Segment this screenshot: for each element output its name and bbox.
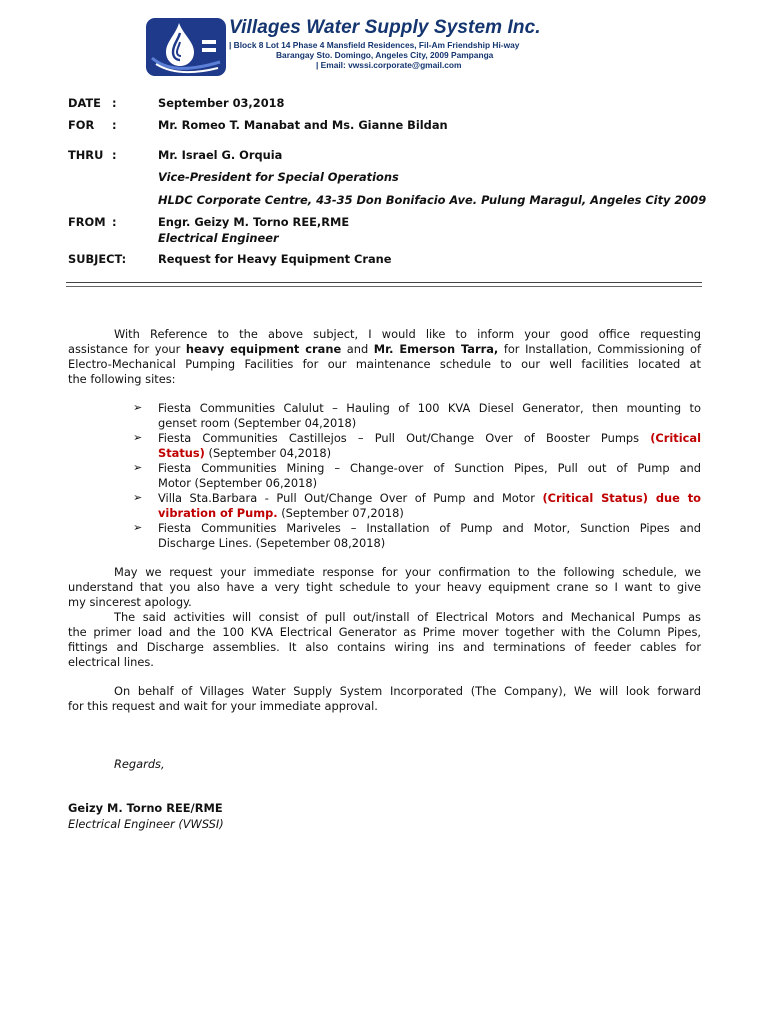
body-text-line: for this request and wait for your immediate approval. [68,699,378,713]
bullet-arrow-icon: ➢ [133,461,143,474]
bullet-arrow-icon: ➢ [133,521,143,534]
bullet-arrow-icon: ➢ [133,431,143,444]
body-text-line: the following sites: [68,372,176,386]
body-text-line: electrical lines. [68,655,154,669]
bullet-arrow-icon: ➢ [133,491,143,504]
subject-label: SUBJECT: [68,252,127,266]
list-item: Fiesta Communities Mining – Change-over of Sunction Pipes, Pull out of Pump and [158,461,701,475]
body-text-line: assistance for your heavy equipment crane and Mr. Emerson Tarra, for Installation, Commissioning of [68,342,702,356]
body-text-line: May we request your immediate response for your confirmation to the following schedule, we [114,565,701,579]
for-label: FOR [68,118,95,132]
thru-colon: : [112,148,117,162]
list-item: Discharge Lines. (Sepetember 08,2018) [158,536,386,550]
thru-title: Vice-President for Special Operations [158,170,399,184]
list-item: Fiesta Communities Castillejos – Pull Out/Change Over of Booster Pumps (Critical [158,431,701,445]
list-item: Villa Sta.Barbara - Pull Out/Change Over of Pump and Motor (Critical Status) due to [158,491,702,505]
list-item: Status) (September 04,2018) [158,446,332,460]
date-label: DATE [68,96,101,110]
date-value: September 03,2018 [158,96,285,110]
bullet-arrow-icon: ➢ [133,401,143,414]
water-drop-logo-icon [146,18,226,76]
company-address-line: | Block 8 Lot 14 Phase 4 Mansfield Residences, Fil-Am Friendship Hi-way [229,40,520,50]
body-text-line: understand that you also have a very tight schedule to your heavy equipment crane so I want to give [68,580,701,594]
subject-value: Request for Heavy Equipment Crane [158,252,392,266]
from-colon: : [112,215,117,229]
body-text-line: fittings and Discharge assemblies. It also contains wiring ins and terminations of feeder cables for [68,640,701,654]
from-name: Engr. Geizy M. Torno REE,RME [158,215,350,229]
list-item: genset room (September 04,2018) [158,416,357,430]
from-label: FROM [68,215,106,229]
list-item: Motor (September 06,2018) [158,476,318,490]
closing-regards: Regards, [114,757,165,771]
company-address-city: Barangay Sto. Domingo, Angeles City, 2009 Pampanga [276,50,494,60]
body-text-line: my sincerest apology. [68,595,192,609]
body-text-line: With Reference to the above subject, I would like to inform your good office requesting [114,327,701,341]
company-name: Villages Water Supply System Inc. [229,17,541,38]
body-text-line: On behalf of Villages Water Supply System Incorporated (The Company), We will look forward [114,684,701,698]
for-value: Mr. Romeo T. Manabat and Ms. Gianne Bildan [158,118,448,132]
thru-label: THRU [68,148,104,162]
list-item: Fiesta Communities Mariveles – Installation of Pump and Motor, Sunction Pipes and [158,521,701,535]
thru-name: Mr. Israel G. Orquia [158,148,283,162]
date-colon: : [112,96,117,110]
company-email: | Email: vwssi.corporate@gmail.com [316,60,462,70]
header-divider [66,282,702,283]
for-colon: : [112,118,117,132]
body-text-line: the primer load and the 100 KVA Electrical Generator as Prime mover together with the Column Pipes, [68,625,701,639]
header-divider-thin [66,286,702,287]
signatory-name: Geizy M. Torno REE/RME [68,801,223,815]
thru-address: HLDC Corporate Centre, 43-35 Don Bonifacio Ave. Pulung Maragul, Angeles City 2009 [158,193,707,207]
list-item: vibration of Pump. (September 07,2018) [158,506,404,520]
body-text-line: Electro-Mechanical Pumping Facilities for our maintenance schedule to our well facilities located at [68,357,701,371]
signatory-title: Electrical Engineer (VWSSI) [68,817,224,831]
from-title: Electrical Engineer [158,231,279,245]
body-text-line: The said activities will consist of pull out/install of Electrical Motors and Mechanical Pumps as [114,610,701,624]
list-item: Fiesta Communities Calulut – Hauling of 100 KVA Diesel Generator, then mounting to [158,401,701,415]
